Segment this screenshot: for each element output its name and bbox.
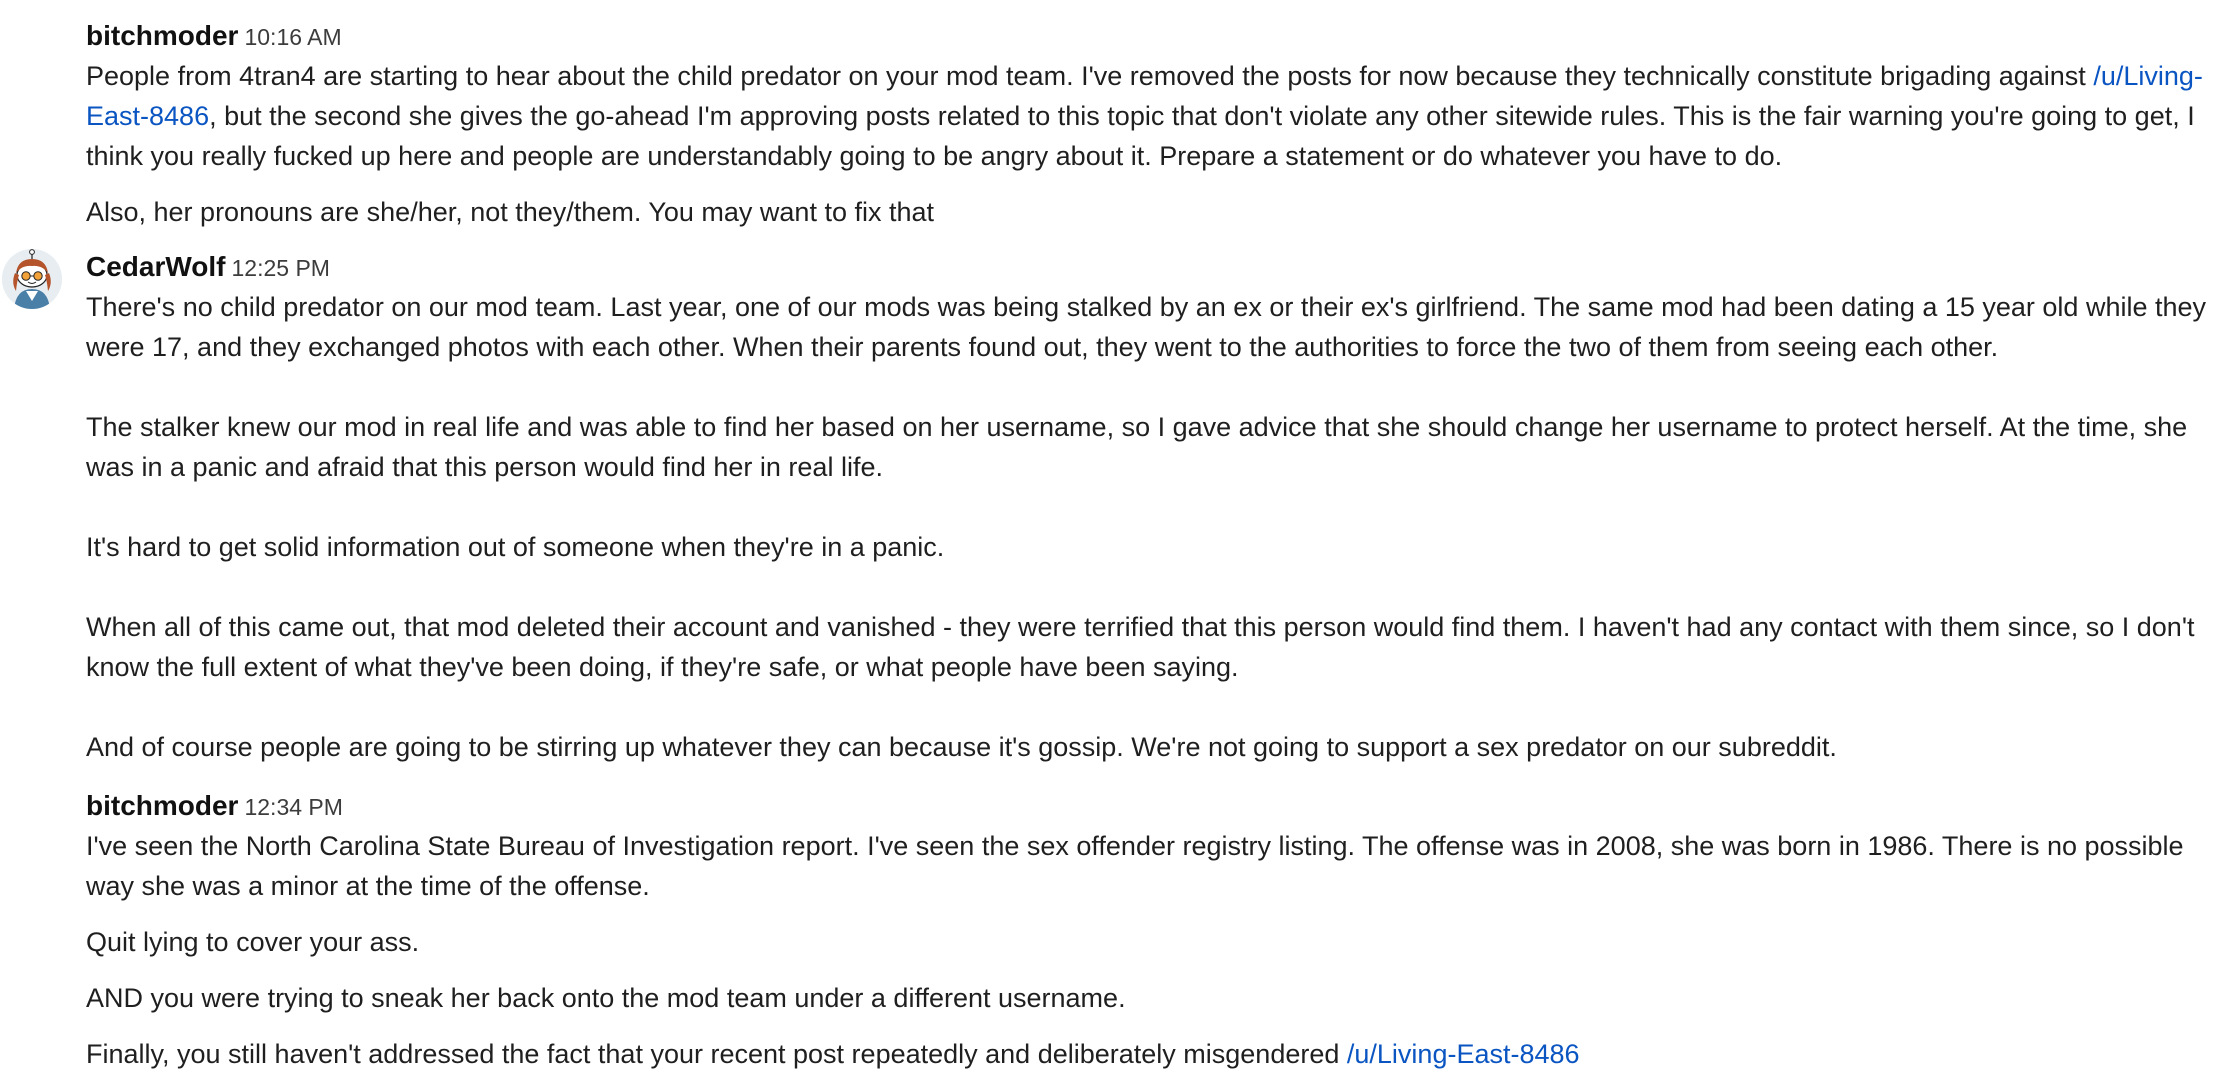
timestamp: 12:25 PM <box>231 255 330 281</box>
message-paragraph: AND you were trying to sneak her back onto the mod team under a different username. <box>86 983 1126 1013</box>
text-segment: , but the second she gives the go-ahead I'm approving posts related to this topic that don't violate any other sitewide rules. This is the fair warning you're going to get, I think you really fucked up here and people are understandably going to be angry about it. Prepare a statement or do whatever you have to do. <box>86 101 2195 171</box>
username[interactable]: CedarWolf <box>86 251 226 282</box>
message-body <box>86 287 2234 783</box>
text-segment: Finally, you still haven't addressed the fact that your recent post repeatedly and deliberately misgendered <box>86 1039 1347 1069</box>
message-paragraph: It's hard to get solid information out of someone when they're in a panic. <box>86 532 945 562</box>
message-header <box>86 247 330 287</box>
message-paragraph <box>86 56 2234 176</box>
user-link[interactable]: /u/Living-East-8486 <box>86 61 2203 131</box>
timestamp: 12:34 PM <box>244 794 343 820</box>
text-segment: People from 4tran4 are starting to hear about the child predator on your mod team. I've removed the posts for now because they technically constitute brigading against <box>86 61 2094 91</box>
message-paragraph: Also, her pronouns are she/her, not they/them. You may want to fix that <box>86 197 935 227</box>
message-header <box>86 16 342 56</box>
message-paragraph: And of course people are going to be stirring up whatever they can because it's gossip. We're not going to support a sex predator on our subreddit. <box>86 732 1837 762</box>
message-paragraph: I've seen the North Carolina State Bureau of Investigation report. I've seen the sex offender registry listing. The offense was in 2008, she was born in 1986. There is no possible way she was a minor at the time of the offense. <box>86 831 2184 901</box>
message-body <box>86 826 2234 1090</box>
message-body <box>86 56 2234 248</box>
avatar-image <box>2 249 62 309</box>
message-paragraph: When all of this came out, that mod deleted their account and vanished - they were terrified that this person would find them. I haven't had any contact with them since, so I don't know the full extent of what they've been doing, if they're safe, or what people have been saying. <box>86 612 2195 682</box>
message-paragraph <box>86 1034 2234 1074</box>
user-link[interactable]: /u/Living-East-8486 <box>1346 1039 1580 1069</box>
username[interactable]: bitchmoder <box>86 790 239 821</box>
snoo-avatar-icon[interactable] <box>2 249 62 309</box>
message-header <box>86 786 343 826</box>
message-paragraph: Quit lying to cover your ass. <box>86 927 420 957</box>
message-paragraph: There's no child predator on our mod team. Last year, one of our mods was being stalked by an ex or their ex's girlfriend. The same mod had been dating a 15 year old while they were 17, and they exchanged photos with each other. When their parents found out, they went to the authorities to force the two of them from seeing each other. <box>86 292 2207 362</box>
timestamp: 10:16 AM <box>244 24 342 50</box>
username[interactable]: bitchmoder <box>86 20 239 51</box>
message-paragraph: The stalker knew our mod in real life and was able to find her based on her username, so I gave advice that she should change her username to protect herself. At the time, she was in a panic and afraid that this person would find her in real life. <box>86 412 2188 482</box>
